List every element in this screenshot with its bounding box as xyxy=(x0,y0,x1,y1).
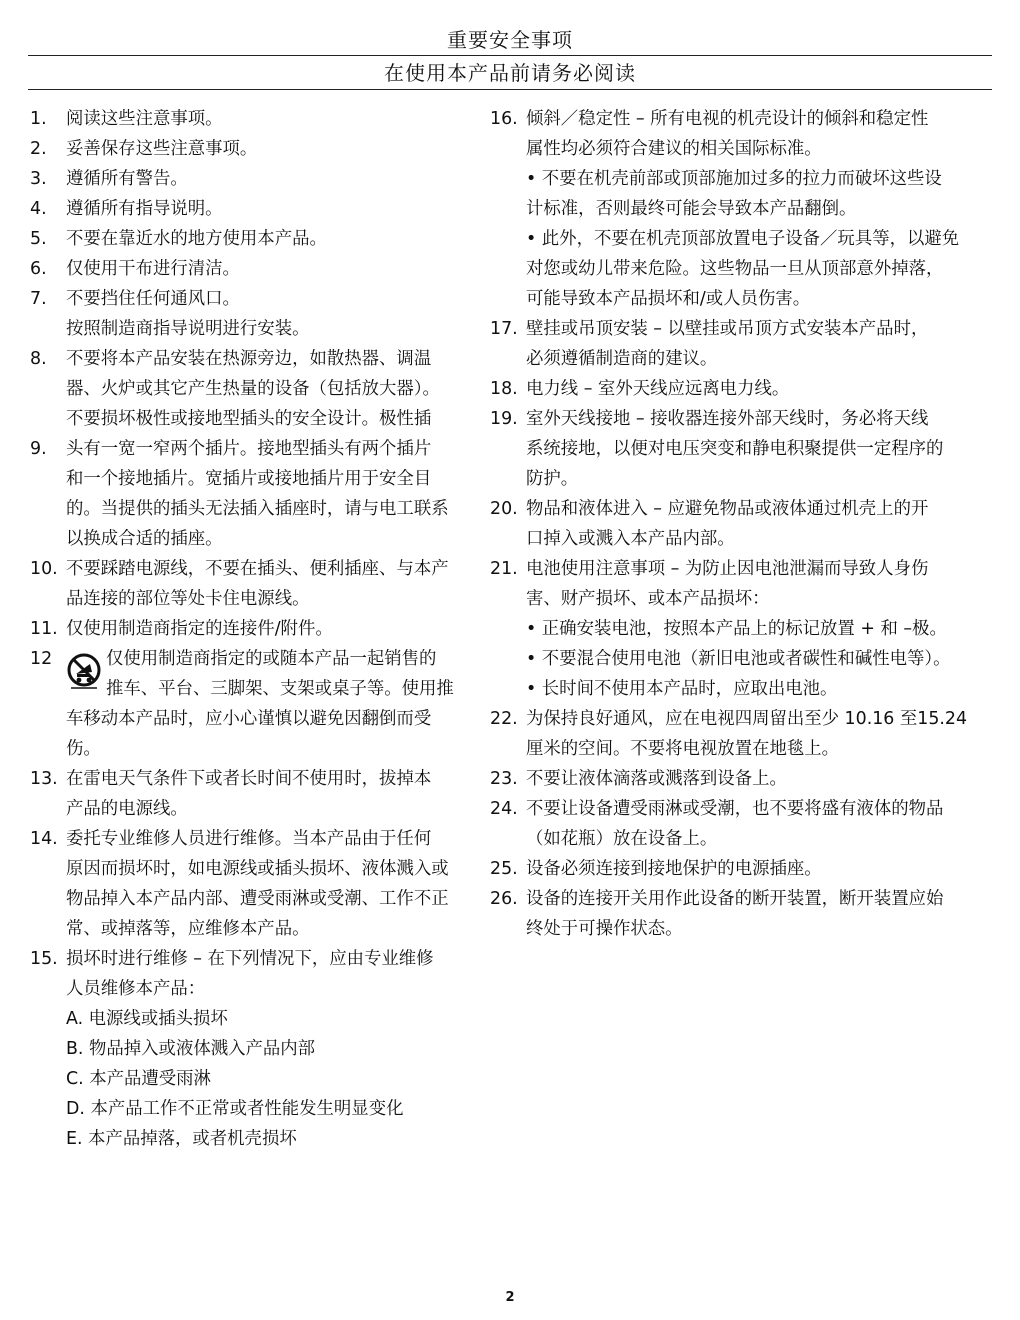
item-line: • 不要在机壳前部或顶部施加过多的拉力而破坏这些设 xyxy=(526,169,942,189)
list-item xyxy=(30,134,486,164)
item-line: 害、财产损坏、或本产品损坏： xyxy=(526,589,770,609)
item-number: 23. xyxy=(490,769,518,789)
item-line: 和一个接地插片。宽插片或接地插片用于安全目 xyxy=(66,469,432,489)
item-line: 对您或幼儿带来危险。这些物品一旦从顶部意外掉落， xyxy=(526,259,944,279)
item-number: 17. xyxy=(490,319,518,339)
list-item xyxy=(30,614,486,644)
item-line: 阅读这些注意事项。 xyxy=(66,109,223,129)
item-number: 9. xyxy=(30,439,47,459)
item-number: 2. xyxy=(30,139,47,159)
item-line: 不要将本产品安装在热源旁边，如散热器、调温 xyxy=(66,349,432,369)
item-number: 20. xyxy=(490,499,518,519)
item-number: 14. xyxy=(30,829,58,849)
item-line: 遵循所有警告。 xyxy=(66,169,188,189)
item-number: 10. xyxy=(30,559,58,579)
item-line: 不要踩踏电源线，不要在插头、便利插座、与本产 xyxy=(66,559,449,579)
page-number: 2 xyxy=(505,1290,515,1305)
item-number: 19. xyxy=(490,409,518,429)
item-line: 原因而损坏时，如电源线或插头损坏、液体溅入或 xyxy=(66,859,449,879)
item-line: 口掉入或溅入本产品内部。 xyxy=(526,529,735,549)
item-line: • 正确安装电池，按照本产品上的标记放置 + 和 –极。 xyxy=(526,619,947,639)
list-item xyxy=(30,254,486,284)
right-column xyxy=(490,104,995,944)
item-line: 不要损坏极性或接地型插头的安全设计。极性插 xyxy=(66,409,432,429)
item-line: 人员维修本产品： xyxy=(66,979,206,999)
item-line: 器、火炉或其它产生热量的设备（包括放大器）。 xyxy=(66,379,440,399)
item-line: 倾斜／稳定性 – 所有电视的机壳设计的倾斜和稳定性 xyxy=(526,109,929,129)
item-line: 必须遵循制造商的建议。 xyxy=(526,349,718,369)
item-number: 6. xyxy=(30,259,47,279)
item-number: 8. xyxy=(30,349,47,369)
list-item xyxy=(30,194,486,224)
item-number: 22. xyxy=(490,709,518,729)
item-line: 物品和液体进入 – 应避免物品或液体通过机壳上的开 xyxy=(526,499,929,519)
list-item xyxy=(490,854,995,884)
item-number: 5. xyxy=(30,229,47,249)
list-item xyxy=(30,104,486,134)
item-line: 车移动本产品时，应小心谨慎以避免因翻倒而受 xyxy=(66,709,432,729)
item-line: 设备的连接开关用作此设备的断开装置，断开装置应始 xyxy=(526,889,944,909)
item-line: 可能导致本产品损坏和/或人员伤害。 xyxy=(526,289,811,309)
list-item xyxy=(490,374,995,404)
item-number: 15. xyxy=(30,949,58,969)
item-number: 12 xyxy=(30,649,53,669)
item-number: 1. xyxy=(30,109,47,129)
list-item xyxy=(490,314,995,374)
item-line: 损坏时进行维修 – 在下列情况下，应由专业维修 xyxy=(66,949,434,969)
list-item xyxy=(30,824,486,944)
item-line: 为保持良好通风，应在电视四周留出至少 10.16 至15.24 xyxy=(526,709,968,729)
item-line: • 不要混合使用电池（新旧电池或者碳性和碱性电等）。 xyxy=(526,649,951,669)
list-item xyxy=(30,764,486,824)
item-number: 26. xyxy=(490,889,518,909)
item-line: • 此外，不要在机壳顶部放置电子设备／玩具等，以避免 xyxy=(526,229,960,249)
item-line: 厘米的空间。不要将电视放置在地毯上。 xyxy=(526,739,840,759)
item-line: 伤。 xyxy=(66,739,101,759)
item-line: 以换成合适的插座。 xyxy=(66,529,223,549)
item-line: 电池使用注意事项 – 为防止因电池泄漏而导致人身伤 xyxy=(526,559,929,579)
item-number: 18. xyxy=(490,379,518,399)
item-line: 属性均必须符合建议的相关国际标准。 xyxy=(526,139,822,159)
list-item xyxy=(30,554,486,614)
list-item xyxy=(490,884,995,944)
item-number: 7. xyxy=(30,289,47,309)
item-line: 系统接地，以便对电压突变和静电积聚提供一定程序的 xyxy=(526,439,944,459)
item-number: 21. xyxy=(490,559,518,579)
item-line: 头有一宽一窄两个插片。接地型插头有两个插片 xyxy=(66,439,432,459)
list-item xyxy=(30,434,486,554)
no-cart-tip-icon xyxy=(66,652,106,698)
item-line: 电力线 – 室外天线应远离电力线。 xyxy=(526,379,790,399)
page-title: 重要安全事项 xyxy=(447,28,573,52)
item-line: D. 本产品工作不正常或者性能发生明显变化 xyxy=(66,1099,404,1119)
item-line: 委托专业维修人员进行维修。当本产品由于任何 xyxy=(66,829,432,849)
item-line: B. 物品掉入或液体溅入产品内部 xyxy=(66,1039,316,1059)
item-line: 产品的电源线。 xyxy=(66,799,188,819)
item-line: A. 电源线或插头损坏 xyxy=(66,1009,228,1029)
item-number: 24. xyxy=(490,799,518,819)
list-item xyxy=(30,344,486,434)
item-line: 在雷电天气条件下或者长时间不使用时，拔掉本 xyxy=(66,769,432,789)
item-line: 计标准，否则最终可能会导致本产品翻倒。 xyxy=(526,199,857,219)
list-item xyxy=(490,764,995,794)
list-item xyxy=(490,704,995,764)
list-item xyxy=(490,494,995,554)
item-line: 遵循所有指导说明。 xyxy=(66,199,223,219)
item-line: 防护。 xyxy=(526,469,579,489)
item-line: 仅使用制造商指定的或随本产品一起销售的 xyxy=(106,649,437,669)
item-number: 16. xyxy=(490,109,518,129)
item-line: E. 本产品掉落，或者机壳损坏 xyxy=(66,1129,297,1149)
list-item xyxy=(490,794,995,854)
item-number: 3. xyxy=(30,169,47,189)
item-line: 不要挡住任何通风口。 xyxy=(66,289,240,309)
item-line: 推车、平台、三脚架、支架或桌子等。使用推 xyxy=(106,679,454,699)
item-line: 妥善保存这些注意事项。 xyxy=(66,139,258,159)
header-rule-top xyxy=(28,55,992,56)
item-number: 13. xyxy=(30,769,58,789)
list-item xyxy=(30,224,486,254)
list-item xyxy=(490,104,995,314)
item-line: 品连接的部位等处卡住电源线。 xyxy=(66,589,310,609)
item-line: 物品掉入本产品内部、遭受雨淋或受潮、工作不正 xyxy=(66,889,449,909)
item-line: 仅使用干布进行清洁。 xyxy=(66,259,240,279)
item-line: 不要让液体滴落或溅落到设备上。 xyxy=(526,769,787,789)
list-item xyxy=(30,944,486,1154)
item-line: 壁挂或吊顶安装 – 以壁挂或吊顶方式安装本产品时， xyxy=(526,319,929,339)
item-line: 设备必须连接到接地保护的电源插座。 xyxy=(526,859,822,879)
item-line: 室外天线接地 – 接收器连接外部天线时，务必将天线 xyxy=(526,409,929,429)
item-line: • 长时间不使用本产品时，应取出电池。 xyxy=(526,679,838,699)
list-item xyxy=(490,554,995,704)
item-number: 25. xyxy=(490,859,518,879)
list-item xyxy=(30,284,486,344)
list-item xyxy=(490,404,995,494)
item-number: 11. xyxy=(30,619,58,639)
item-line: （如花瓶）放在设备上。 xyxy=(526,829,718,849)
item-line: C. 本产品遭受雨淋 xyxy=(66,1069,211,1089)
left-column xyxy=(30,104,486,1154)
item-line: 按照制造商指导说明进行安装。 xyxy=(66,319,310,339)
item-line: 的。当提供的插头无法插入插座时，请与电工联系 xyxy=(66,499,449,519)
item-line: 终处于可操作状态。 xyxy=(526,919,683,939)
item-number: 4. xyxy=(30,199,47,219)
list-item xyxy=(30,164,486,194)
header-rule-bottom xyxy=(28,89,992,90)
list-item-12 xyxy=(30,644,486,764)
item-line: 仅使用制造商指定的连接件/附件。 xyxy=(66,619,333,639)
item-line: 不要在靠近水的地方使用本产品。 xyxy=(66,229,327,249)
item-line: 常、或掉落等，应维修本产品。 xyxy=(66,919,310,939)
page-subtitle: 在使用本产品前请务必阅读 xyxy=(384,61,636,85)
item-line: 不要让设备遭受雨淋或受潮，也不要将盛有液体的物品 xyxy=(526,799,944,819)
